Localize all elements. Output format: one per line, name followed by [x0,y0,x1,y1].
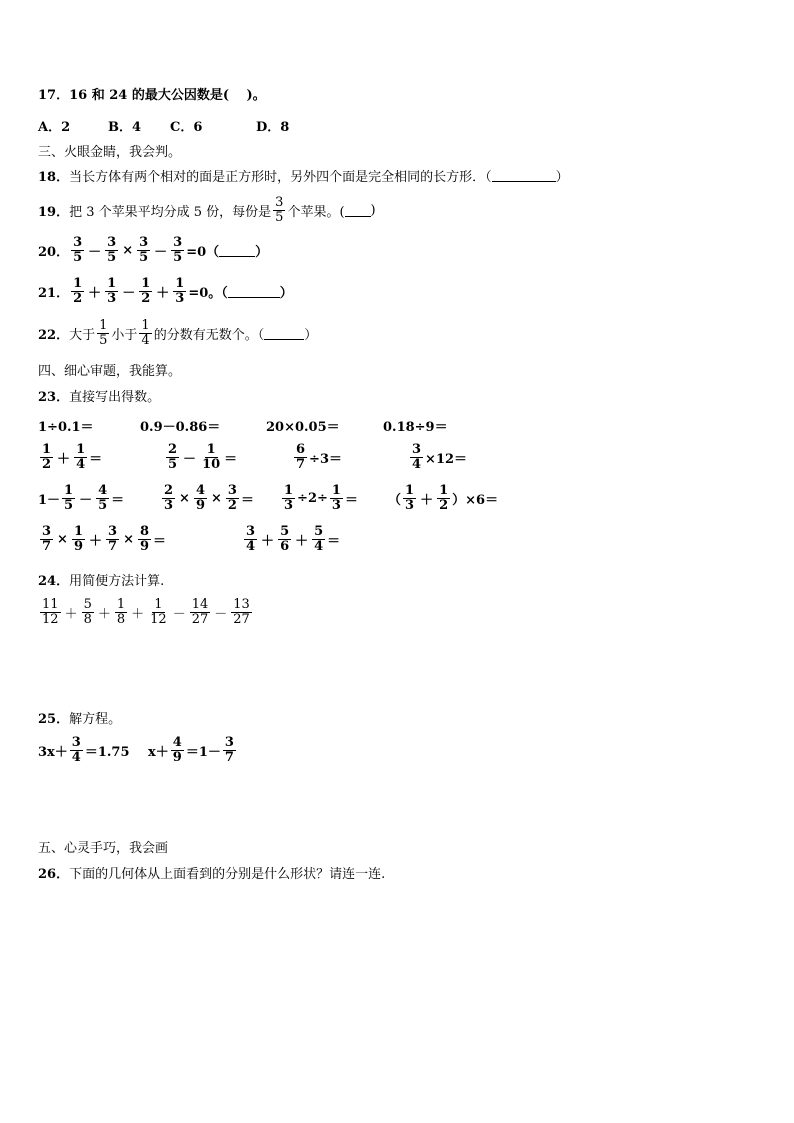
question-24 [38,570,164,589]
calc-2-2: $\frac{2}{5}$ － $\frac{1}{10}$ ＝ [168,442,238,472]
question-text: 直接写出得数。 [69,390,161,405]
calc-3-1: 1－ $\frac{1}{5}$ － $\frac{4}{5}$ ＝ [38,483,125,513]
fraction: $\frac{3}{5}$ [73,235,83,265]
calc-4-2: $\frac{3}{4}$ ＋ $\frac{5}{6}$ ＋ $\frac{5}{4}$ ＝ [246,524,341,554]
equation-1: 3x＋ $\frac{3}{4}$ ＝1.75 [38,735,130,765]
fraction: $\frac{3}{5}$ [107,235,117,265]
fraction: $\frac{1}{4}$ [141,318,150,348]
question-20: 20． $\frac{3}{5}$ － $\frac{3}{5}$ × $\frac{3}{5}$ － $\frac{3}{5}$ =0（ ） [38,235,269,265]
answer-blank[interactable] [264,327,304,340]
question-number: 22． [38,328,70,343]
question-number: 21． [38,286,70,301]
paren-close: ） [555,170,569,185]
fraction: $\frac{1}{3}$ [175,276,185,306]
question-text: 解方程。 [69,712,122,727]
calc-2-1: $\frac{1}{2}$ ＋ $\frac{1}{4}$ ＝ [42,442,103,472]
question-text: 把 3 个苹果平均分成 5 份，每份是 [69,205,272,220]
question-text: 用简便方法计算. [69,574,165,589]
question-number: 24． [38,574,70,589]
section-heading-5: 五、心灵手巧，我会画 [38,841,169,856]
question-number: 20． [38,245,70,260]
question-number: 25． [38,712,70,727]
question-number: 17． [38,88,70,103]
calc-3-2: $\frac{2}{3}$ × $\frac{4}{9}$ × $\frac{3}{2}$ ＝ [164,483,254,513]
calc-3-4: （ $\frac{1}{3}$ ＋ $\frac{1}{2}$ ）×6＝ [388,483,499,513]
fraction: $\frac{1}{3}$ [107,276,117,306]
fraction: $\frac{1}{5}$ [99,318,108,348]
option-b: B．4 [108,120,142,135]
question-text-tail: 个苹果。( [287,205,345,220]
option-d: D．8 [256,120,290,135]
question-23 [38,386,160,405]
fraction: $\frac{1}{2}$ [141,276,151,306]
question-25 [38,708,121,727]
calc-1-2: 0.9－0.86＝ [140,420,221,435]
answer-blank[interactable] [345,204,371,217]
calc-3-3: $\frac{1}{3}$ ÷2÷ $\frac{1}{3}$ ＝ [284,483,358,513]
option-a: A．2 [38,120,71,135]
section-heading-3: 三、火眼金睛，我会判。 [38,145,182,160]
option-c: C．6 [170,120,203,135]
fraction: $\frac{3}{5}$ [139,235,149,265]
calc-1-4: 0.18÷9＝ [383,420,448,435]
simplify-expression: $\frac{11}{12}$ ＋ $\frac{5}{8}$ ＋ $\frac{1}{8}$ ＋ $\frac{1}{12}$ － $\frac{14}{27}$ － $\frac{13}{27}$ [42,597,250,627]
fraction: $\frac{3}{5}$ [173,235,183,265]
answer-blank[interactable] [228,285,280,298]
question-26 [38,863,385,882]
answer-blank[interactable] [492,169,556,182]
paren-close: ) [370,203,376,218]
section-heading-4: 四、细心审题，我能算。 [38,364,182,379]
question-21: 21． $\frac{1}{2}$ ＋ $\frac{1}{3}$ － $\frac{1}{2}$ ＋ $\frac{1}{3}$ =0。（ ） [38,276,293,306]
question-text: 下面的几何体从上面看到的分别是什么形状？请连一连. [69,867,386,882]
fraction: $\frac{3}{5}$ [275,195,284,225]
question-22: 22． 大于 $\frac{1}{5}$ 小于 $\frac{1}{4}$ 的分数有无数个。（ ） [38,318,318,348]
question-19 [38,196,376,225]
question-number: 26． [38,867,70,882]
question-number: 18． [38,170,70,185]
question-17 [38,84,266,103]
calc-2-4: $\frac{3}{4}$ ×12＝ [412,442,468,472]
calc-1-3: 20×0.05＝ [266,420,340,435]
question-18 [38,166,569,185]
answer-blank[interactable] [219,244,255,257]
calc-1-1: 1÷0.1＝ [38,420,94,435]
equation-2: x＋ $\frac{4}{9}$ ＝1－ $\frac{3}{7}$ [148,735,234,765]
question-text: 16 和 24 的最大公因数是( )。 [69,88,266,103]
question-text: 当长方体有两个相对的面是正方形时，另外四个面是完全相同的长方形．（ [69,170,492,185]
calc-4-1: $\frac{3}{7}$ × $\frac{1}{9}$ ＋ $\frac{3}{7}$ × $\frac{8}{9}$ ＝ [42,524,167,554]
calc-2-3: $\frac{6}{7}$ ÷3＝ [296,442,342,472]
question-number: 23． [38,390,70,405]
fraction: $\frac{1}{2}$ [73,276,83,306]
question-number: 19． [38,205,70,220]
